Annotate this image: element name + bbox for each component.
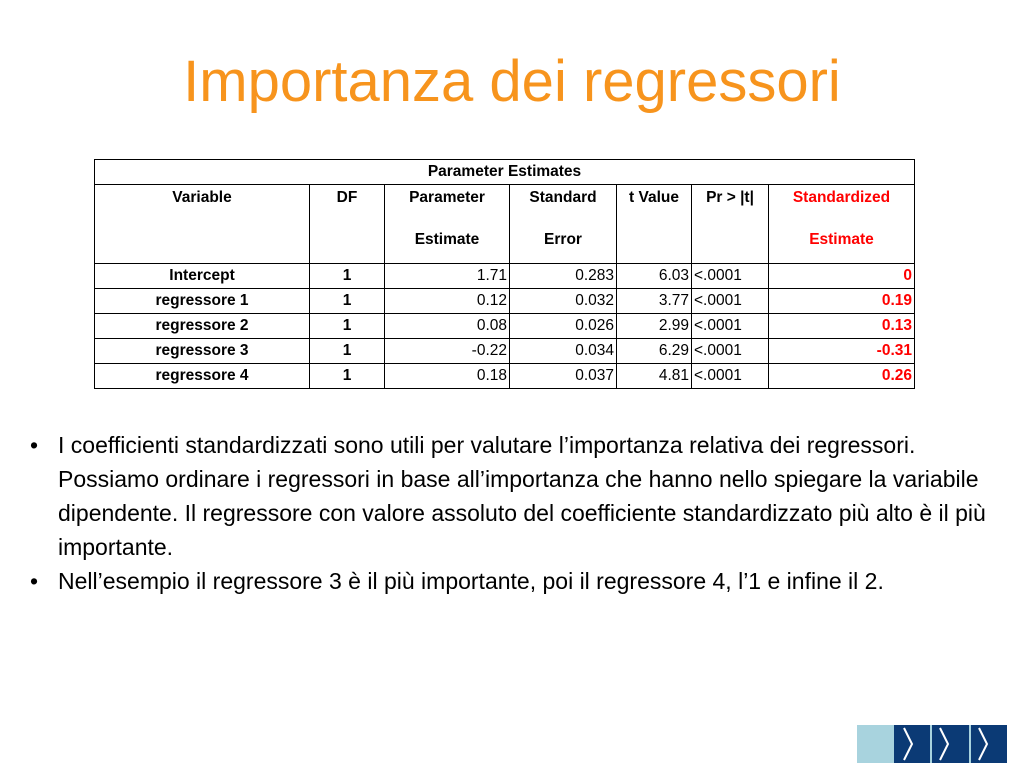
bullet-text: Nell’esempio il regressore 3 è il più importante, poi il regressore 4, l’1 e infine il 2.: [58, 568, 884, 594]
bullet-item: [30, 428, 990, 564]
cell-variable: regressore 1: [95, 289, 310, 314]
cell-standardized: 0: [769, 264, 915, 289]
table-row: [95, 314, 915, 339]
cell-t-value: 6.29: [617, 339, 692, 364]
cell-t-value: 2.99: [617, 314, 692, 339]
nav-first-icon[interactable]: [857, 725, 892, 763]
header-standardized-estimate: Standardized Estimate: [769, 185, 915, 264]
cell-pr: <.0001: [692, 339, 769, 364]
chevron-right-icon[interactable]: [969, 725, 1007, 763]
cell-estimate: 0.08: [385, 314, 510, 339]
cell-t-value: 3.77: [617, 289, 692, 314]
header-pr: Pr > |t|: [692, 185, 769, 264]
cell-df: 1: [310, 314, 385, 339]
cell-stderr: 0.283: [510, 264, 617, 289]
bullet-list: [30, 428, 990, 598]
table-row: [95, 364, 915, 389]
header-standard-error: Standard Error: [510, 185, 617, 264]
cell-stderr: 0.032: [510, 289, 617, 314]
cell-df: 1: [310, 364, 385, 389]
cell-estimate: 0.18: [385, 364, 510, 389]
chevron-right-icon[interactable]: [892, 725, 930, 763]
slide-navigation: [857, 725, 1007, 763]
table-row: [95, 289, 915, 314]
cell-pr: <.0001: [692, 314, 769, 339]
cell-estimate: 0.12: [385, 289, 510, 314]
bullet-item: [30, 564, 990, 598]
parameter-estimates-table: [94, 159, 915, 389]
header-t-value: t Value: [617, 185, 692, 264]
cell-standardized: 0.19: [769, 289, 915, 314]
cell-standardized: -0.31: [769, 339, 915, 364]
header-variable: Variable: [95, 185, 310, 264]
cell-df: 1: [310, 264, 385, 289]
cell-pr: <.0001: [692, 364, 769, 389]
bullet-text: I coefficienti standardizzati sono utili per valutare l’importanza relativa dei regressori. Possiamo ordinare i regressori in base all’importanza che hanno nello spiegare la variabile dipendente. Il regressore con valore assoluto del coefficiente standardizzato più alto è il più importante.: [58, 432, 986, 560]
cell-estimate: -0.22: [385, 339, 510, 364]
slide-title: Importanza dei regressori: [183, 49, 841, 114]
cell-variable: regressore 2: [95, 314, 310, 339]
cell-df: 1: [310, 339, 385, 364]
cell-df: 1: [310, 289, 385, 314]
cell-pr: <.0001: [692, 289, 769, 314]
cell-variable: regressore 3: [95, 339, 310, 364]
cell-standardized: 0.13: [769, 314, 915, 339]
cell-t-value: 6.03: [617, 264, 692, 289]
cell-t-value: 4.81: [617, 364, 692, 389]
cell-standardized: 0.26: [769, 364, 915, 389]
bullet-icon: •: [30, 568, 39, 594]
cell-stderr: 0.026: [510, 314, 617, 339]
table-row: [95, 339, 915, 364]
cell-variable: Intercept: [95, 264, 310, 289]
cell-stderr: 0.034: [510, 339, 617, 364]
table-row: [95, 264, 915, 289]
cell-stderr: 0.037: [510, 364, 617, 389]
cell-variable: regressore 4: [95, 364, 310, 389]
table-header-row: [95, 185, 915, 264]
header-parameter-estimate: Parameter Estimate: [385, 185, 510, 264]
cell-pr: <.0001: [692, 264, 769, 289]
header-df: DF: [310, 185, 385, 264]
cell-estimate: 1.71: [385, 264, 510, 289]
bullet-icon: •: [30, 432, 39, 458]
table-caption: Parameter Estimates: [95, 160, 915, 185]
chevron-right-icon[interactable]: [930, 725, 968, 763]
